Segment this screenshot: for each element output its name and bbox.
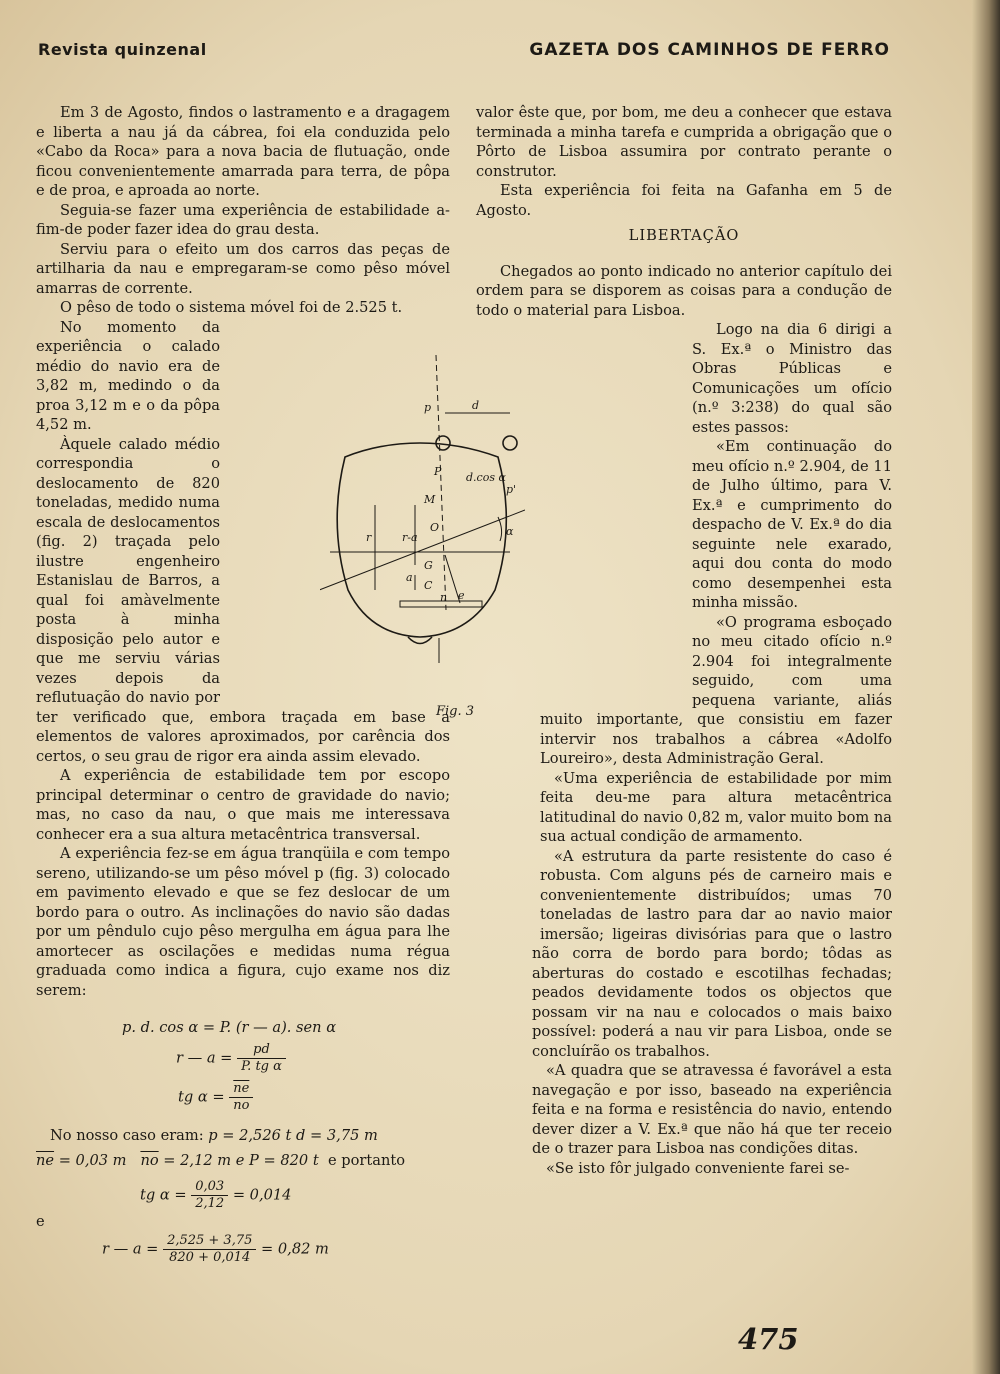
paragraph: valor êste que, por bom, me deu a conhecer que estava terminada a minha tarefa e cumprida a obrigação que o Pôrto de Lisboa assumira por contrato perante o construtor.: [476, 104, 892, 180]
formula-4: [140, 1179, 450, 1212]
fig-label: d: [472, 399, 480, 412]
header-left: Revista quinzenal: [38, 40, 207, 59]
mast-axis: [436, 355, 446, 610]
fig-label: G: [424, 559, 433, 572]
quote-paragraph: «A quadra que se atravessa é favorável a esta navegação e por isso, baseado na experiência feita e na forma e resistência do navio, entendo dever dizer a V. Ex.ª que não há que ter receio de o trazer para Lisboa nas condições ditas.: [532, 1062, 892, 1157]
paragraph: A experiência de estabilidade tem por escopo principal determinar o centro de gravidade do navio; mas, no caso da nau, o que mais me interessava conhecer era a sua altura metacêntrica transversal.: [36, 767, 450, 843]
figure-caption: Fig. 3: [436, 704, 475, 719]
paragraph: No momento da experiência o calado médio do navio era de 3,82 m, medindo o da proa 3,12 m e o da pôpa 4,52 m.: [36, 318, 220, 433]
header-right: GAZETA DOS CAMINHOS DE FERRO: [529, 40, 890, 60]
figure-space: [476, 320, 684, 708]
conjunction: e: [36, 1212, 45, 1230]
case-values: p = 2,526 t d = 3,75 m: [208, 1126, 378, 1144]
formula-lhs: r — a =: [176, 1049, 233, 1066]
quote-paragraph: «A estrutura da parte resistente do caso é robusta. Com alguns pés de carneiro mais e convenientemente distribuídos; umas 70 toneladas de lastro para dar ao navio maior imersão; ligeiras divisórias para que o lastro não corra de bordo para bordo; tôdas as aberturas do costado e escotilhas fechadas; peados devidamente todos os objectos que possam vir na nau e colocados o mais baixo possível: poderá a nau vir para Lisboa, onde se concluírão os trabalhos.: [532, 847, 892, 1060]
formula-3: [178, 1081, 450, 1114]
fraction: [191, 1179, 228, 1212]
paragraph: A experiência fez-se em água tranqüila e com tempo sereno, utilizando-se um pêso móvel p (fig. 3) colocado em pavimento elevado e que se fez deslocar de um bordo para o outro. As inclinações do navio são dadas por um pêndulo cujo pêso mergulha em água para lhe amortecer as oscilações e medidas numa régua graduada como indica a figura, cujo exame nos diz serem:: [36, 845, 450, 999]
paragraph: Serviu para o efeito um dos carros das peças de artilharia da nau e empregaram-se como pêso móvel amarras de corrente.: [36, 240, 450, 297]
right-column: [476, 103, 892, 1178]
formula-lhs: r — a =: [102, 1240, 159, 1258]
paragraph: Em 3 de Agosto, findos o lastramento e a dragagem e liberta a nau já da cábrea, foi ela conduzida pelo «Cabo da Roca» para a nova bacia de flutuação, onde ficou convenientemente amarrada para terra, de pôpa e de proa, e aproada ao norte.: [36, 104, 450, 199]
numerator: 0,03: [191, 1179, 228, 1196]
fig-label: r-a: [402, 531, 418, 544]
quote-paragraph: «Em continuação do meu ofício n.º 2.904, de 11 de Julho último, para V. Ex.ª e cumprimento do despacho de V. Ex.ª do dia seguinte nele exarado, aqui dou conta do modo como desempenhei esta minha missão.: [692, 438, 892, 611]
hull-keel: [408, 637, 432, 644]
fig-label: α: [506, 525, 514, 538]
paragraph: Àquele calado médio correspondia o deslocamento de 820 toneladas, medido numa escala de deslocamentos (fig. 2) traçada pelo ilustre engenheiro Estanislau de Barros, a qual foi amàvelmente posta à minha disposição pelo autor e que me serviu várias vezes depois da reflutuação do navio por ter verificado que, embora traçada em base a elementos de valores aproximados, por carência dos certos, o seu grau de rigor era ainda assim elevado.: [36, 435, 450, 765]
fig-label: r: [366, 531, 372, 544]
numerator: $\overline{ne}$: [229, 1081, 253, 1098]
section-heading: LIBERTAÇÃO: [628, 227, 740, 244]
fraction: [237, 1042, 286, 1075]
formula-lhs: tg α =: [178, 1088, 225, 1105]
formula-rhs: = 0,82 m: [261, 1240, 329, 1258]
paragraph: Chegados ao ponto indicado no anterior capítulo dei ordem para se disporem as coisas para a condução de todo o material para Lisboa.: [476, 262, 892, 319]
page-number: 475: [738, 1322, 799, 1356]
numerator: 2,525 + 3,75: [163, 1233, 256, 1250]
fig-label: C: [424, 579, 433, 592]
formula-2: [176, 1042, 450, 1075]
case-no: $\overline{no}$: [140, 1152, 159, 1169]
numerator: pd: [237, 1042, 286, 1059]
formula-rhs: = 0,014: [232, 1186, 292, 1203]
case-no-value: = 2,12 m: [163, 1152, 232, 1169]
case-tail: e portanto: [328, 1152, 406, 1169]
fig-label: P: [434, 465, 442, 478]
fig-label: p': [506, 483, 517, 496]
case-ne-value: = 0,03 m: [58, 1152, 127, 1169]
case-P: e P = 820 t: [235, 1152, 319, 1169]
case-intro: No nosso caso eram:: [50, 1126, 204, 1144]
formula-lhs: tg α =: [140, 1186, 187, 1203]
denominator: 820 + 0,014: [169, 1250, 251, 1265]
book-binding-shadow: [972, 0, 1000, 1374]
case-values-line: [36, 1126, 450, 1146]
denominator: P. tg α: [241, 1058, 282, 1074]
denominator: no: [233, 1097, 250, 1113]
fig-label: p: [424, 401, 432, 414]
fraction: [229, 1081, 253, 1114]
case-ne: $\overline{ne}$: [36, 1152, 55, 1169]
fig-label: n: [440, 591, 448, 604]
fig-label: M: [424, 493, 436, 506]
fig-label: e: [458, 589, 465, 602]
paragraph: Logo na dia 6 dirigi a S. Ex.ª o Ministro das Obras Públicas e Comunicações um ofício (n.º 3:238) do qual são estes passos:: [692, 321, 892, 436]
paragraph: Seguia-se fazer uma experiência de estabilidade a-fim-de poder fazer idea do grau desta.: [36, 201, 450, 238]
quote-paragraph: «Uma experiência de estabilidade por mim feita deu-me para altura metacêntrica latitudinal do navio 0,82 m, valor muito bom na sua actual condição de armamento.: [540, 769, 892, 845]
paragraph: O pêso de todo o sistema móvel foi de 2.525 t.: [60, 299, 403, 316]
formula-1: p. d. cos α = P. (r — a). sen α: [122, 1019, 337, 1036]
indent-space: [476, 708, 532, 943]
fig-label: O: [430, 521, 440, 534]
case-values-line-2: [36, 1151, 450, 1171]
quote-paragraph: «O programa esboçado no meu citado ofício n.º 2.904 foi integralmente seguido, com uma pequena variante, aliás muito importante, que consistiu em fazer intervir nos trabalhos a cábrea «Adolfo Loureiro», desta Administração Geral.: [540, 613, 892, 767]
quote-paragraph: «Se isto fôr julgado conveniente farei se-: [546, 1159, 850, 1177]
paragraph: Esta experiência foi feita na Gafanha em 5 de Agosto.: [476, 182, 892, 219]
fig-label: a: [406, 571, 413, 584]
formula-5: [102, 1233, 450, 1266]
fig-label: d.cos α: [466, 471, 506, 484]
denominator: 2,12: [195, 1195, 225, 1211]
fraction: [163, 1233, 256, 1266]
